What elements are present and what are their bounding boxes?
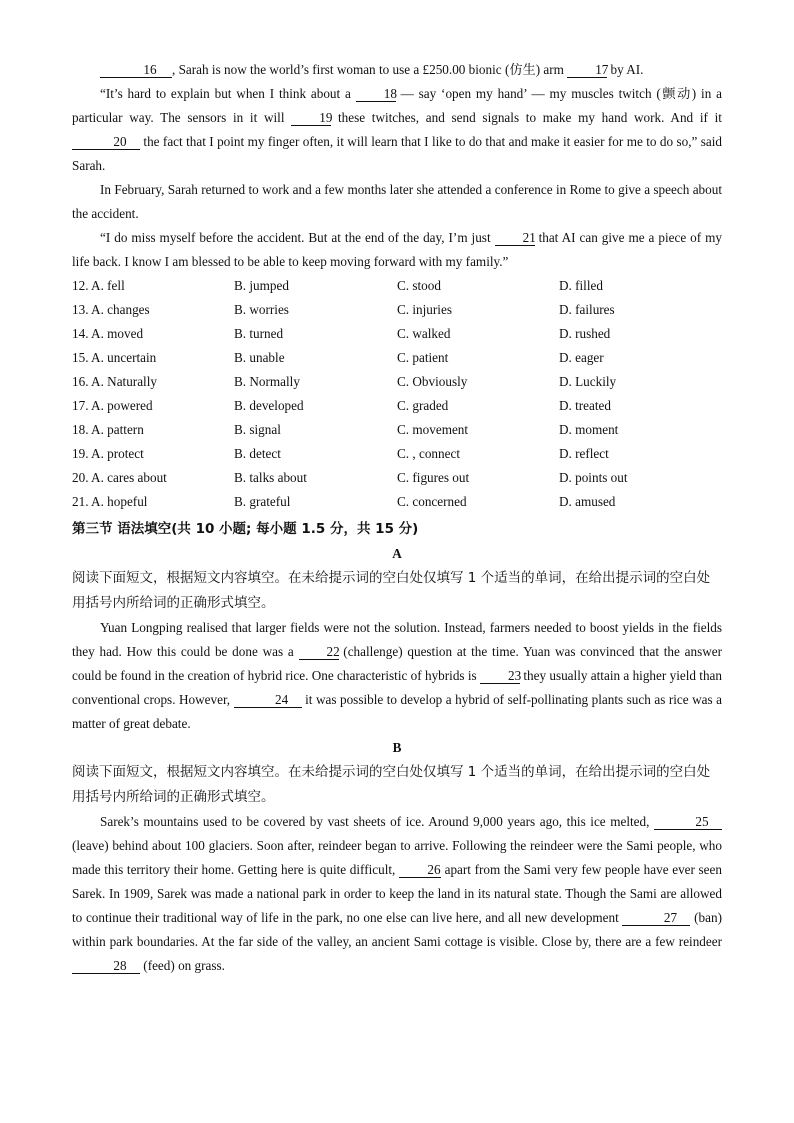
option-16-d[interactable]: D. Luckily — [559, 374, 617, 389]
option-17-a[interactable]: 17. A. powered — [72, 398, 153, 413]
blank-27[interactable]: 27 — [622, 910, 690, 926]
option-18-d[interactable]: D. moment — [559, 422, 619, 437]
blank-21[interactable]: 21 — [495, 230, 535, 246]
option-17-b[interactable]: B. developed — [234, 398, 304, 413]
option-20-c[interactable]: C. figures out — [397, 470, 470, 485]
passage-paragraph-4: “I do miss myself before the accident. But at the end of the day, I’m just 21 that AI can give me a piece of my life back. I know I am blessed to be able to keep moving forward with my family.” — [72, 230, 722, 269]
blank-16[interactable]: 16 — [100, 62, 172, 78]
blank-19[interactable]: 19 — [291, 110, 331, 126]
option-18-b[interactable]: B. signal — [234, 422, 281, 437]
option-16-a[interactable]: 16. A. Naturally — [72, 374, 157, 389]
passage-paragraph-1: 16 , Sarah is now the world’s first woman to use a £250.00 bionic (仿生) arm 17 by AI. — [72, 58, 722, 82]
option-15-b[interactable]: B. unable — [234, 350, 285, 365]
options-list — [72, 274, 722, 514]
option-row-12 — [72, 274, 722, 298]
blank-25[interactable]: 25 — [654, 814, 722, 830]
option-17-d[interactable]: D. treated — [559, 398, 611, 413]
option-20-a[interactable]: 20. A. cares about — [72, 470, 167, 485]
option-18-c[interactable]: C. movement — [397, 422, 469, 437]
option-21-a[interactable]: 21. A. hopeful — [72, 494, 148, 509]
option-13-c[interactable]: C. injuries — [397, 302, 452, 317]
part-a-instructions: 阅读下面短文，根据短文内容填空。在未给提示词的空白处仅填写 1 个适当的单词，在给出提示词的空白处用括号内所给词的正确形式填空。 — [72, 570, 711, 611]
blank-26[interactable]: 26 — [399, 862, 441, 878]
option-19-c[interactable]: C. , connect — [397, 446, 460, 461]
blank-22[interactable]: 22 — [299, 644, 339, 660]
option-row-16 — [72, 370, 722, 394]
option-13-d[interactable]: D. failures — [559, 302, 615, 317]
passage-paragraph-2: “It’s hard to explain but when I think about a 18 — say ‘open my hand’ — my muscles twitch (颤动) in a particular way. The sensors in it will 19 these twitches, and send signals to make my hand work. And if it 20 the fact that I point my finger often, it will learn that I like to do that and make it easier for me to do so,” said Sarah. — [72, 86, 722, 173]
option-18-a[interactable]: 18. A. pattern — [72, 422, 144, 437]
option-row-20 — [72, 466, 722, 490]
option-19-d[interactable]: D. reflect — [559, 446, 609, 461]
option-13-b[interactable]: B. worries — [234, 302, 289, 317]
option-row-15 — [72, 346, 722, 370]
blank-24[interactable]: 24 — [234, 692, 302, 708]
option-17-c[interactable]: C. graded — [397, 398, 449, 413]
option-16-c[interactable]: C. Obviously — [397, 374, 468, 389]
option-14-c[interactable]: C. walked — [397, 326, 451, 341]
exam-page — [72, 58, 722, 978]
option-21-c[interactable]: C. concerned — [397, 494, 467, 509]
blank-17[interactable]: 17 — [567, 62, 607, 78]
option-15-d[interactable]: D. eager — [559, 350, 604, 365]
option-16-b[interactable]: B. Normally — [234, 374, 300, 389]
blank-28[interactable]: 28 — [72, 958, 140, 974]
section-heading: 第三节 语法填空(共 10 小题; 每小题 1.5 分，共 15 分) — [72, 521, 419, 537]
option-row-21 — [72, 490, 722, 514]
option-20-d[interactable]: D. points out — [559, 470, 628, 485]
option-15-c[interactable]: C. patient — [397, 350, 449, 365]
option-21-d[interactable]: D. amused — [559, 494, 616, 509]
option-20-b[interactable]: B. talks about — [234, 470, 307, 485]
option-row-18 — [72, 418, 722, 442]
part-b-passage: Sarek’s mountains used to be covered by vast sheets of ice. Around 9,000 years ago, this ice melted, 25 (leave) behind about 100 glaciers. Soon after, reindeer began to arrive. Following the reindeer were the Sami people, who made this territory their home. Getting here is quite difficult, 26 apart from the Sami very few people have ever seen Sarek. In 1909, Sarek was made a national park in order to keep the land in its natural state. Though the Sami are allowed to continue their traditional way of life in the park, no one else can live here, and all new development 27 (ban) within park boundaries. At the far side of the valley, an ancient Sami cottage is visible. Close by, there are a few reindeer 28 (feed) on grass. — [72, 814, 722, 973]
part-b-instructions: 阅读下面短文，根据短文内容填空。在未给提示词的空白处仅填写 1 个适当的单词，在给出提示词的空白处用括号内所给词的正确形式填空。 — [72, 764, 711, 805]
blank-23[interactable]: 23 — [480, 668, 520, 684]
option-row-19 — [72, 442, 722, 466]
option-12-a[interactable]: 12. A. fell — [72, 278, 125, 293]
part-b-label: B — [392, 740, 402, 755]
blank-20[interactable]: 20 — [72, 134, 140, 150]
option-14-a[interactable]: 14. A. moved — [72, 326, 144, 341]
option-14-d[interactable]: D. rushed — [559, 326, 611, 341]
option-19-b[interactable]: B. detect — [234, 446, 281, 461]
option-row-13 — [72, 298, 722, 322]
option-row-14 — [72, 322, 722, 346]
passage-paragraph-3: In February, Sarah returned to work and a few months later she attended a conference in Rome to give a speech about the accident. — [72, 182, 722, 221]
option-19-a[interactable]: 19. A. protect — [72, 446, 144, 461]
option-row-17 — [72, 394, 722, 418]
part-a-label: A — [392, 546, 402, 561]
option-13-a[interactable]: 13. A. changes — [72, 302, 150, 317]
blank-18[interactable]: 18 — [356, 86, 396, 102]
option-15-a[interactable]: 15. A. uncertain — [72, 350, 157, 365]
option-21-b[interactable]: B. grateful — [234, 494, 291, 509]
part-a-passage: Yuan Longping realised that larger fields were not the solution. Instead, farmers needed to boost yields in the fields they had. How this could be done was a 22 (challenge) question at the time. Yuan was convinced that the answer could be found in the creation of hybrid rice. One characteristic of hybrids is 23 they usually attain a higher yield than conventional crops. However, 24 it was possible to develop a hybrid of self-pollinating plants such as rice was a matter of great debate. — [72, 620, 723, 731]
option-12-d[interactable]: D. filled — [559, 278, 603, 293]
option-12-b[interactable]: B. jumped — [234, 278, 289, 293]
option-12-c[interactable]: C. stood — [397, 278, 441, 293]
option-14-b[interactable]: B. turned — [234, 326, 284, 341]
